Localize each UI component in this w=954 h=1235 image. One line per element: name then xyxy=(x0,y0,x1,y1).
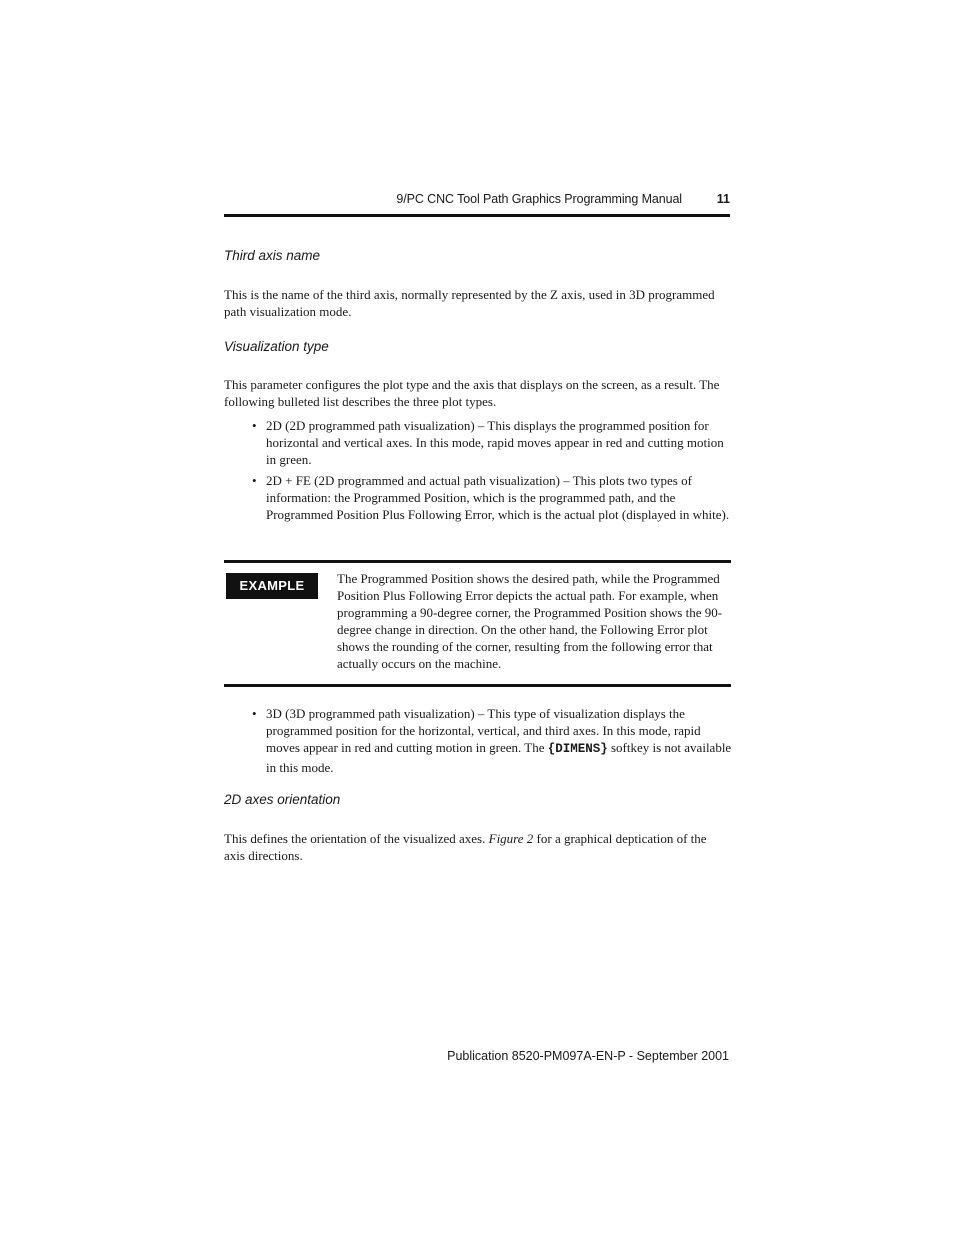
example-bottom-rule xyxy=(224,684,731,687)
plot-type-list-continued xyxy=(252,705,732,779)
heading-third-axis-name: Third axis name xyxy=(224,248,321,263)
list-item xyxy=(252,417,732,469)
example-top-rule xyxy=(224,560,731,563)
list-item-text: softkey is not available in this mode. xyxy=(266,740,732,775)
bullet-glyph: • xyxy=(252,706,257,721)
paragraph-2d-axes-orientation xyxy=(224,830,730,864)
list-item-text: 3D (3D programmed path visualization) – This type of visualization displays the programmed position for the horizontal, vertical, and third axes. In this mode, rapid moves appear in red and cutting motion in green. The xyxy=(266,706,701,756)
paragraph-third-axis-name: This is the name of the third axis, normally represented by the Z axis, used in 3D programmed path visualization mode. xyxy=(224,287,715,319)
list-item-text: 2D + FE (2D programmed and actual path visualization) – This plots two types of information: the Programmed Position, which is the programmed path, and the Programmed Position Plus Following Error, which is the actual plot (displayed in white). xyxy=(266,472,730,523)
heading-2d-axes-orientation: 2D axes orientation xyxy=(224,792,341,807)
list-item xyxy=(252,705,732,776)
plot-type-list xyxy=(252,417,732,526)
header-rule xyxy=(224,214,730,217)
paragraph-text: for a graphical deptication of the axis directions. xyxy=(224,831,707,863)
paragraph-visualization-type: This parameter configures the plot type and the axis that displays on the screen, as a result. The following bulleted list describes the three plot types. xyxy=(224,377,720,409)
bullet-glyph: • xyxy=(252,472,257,488)
figure-reference: Figure 2 xyxy=(488,831,534,846)
bullet-glyph: • xyxy=(252,418,257,433)
publication-footer: Publication 8520-PM097A-EN-P - September 2001 xyxy=(447,1049,729,1063)
heading-visualization-type: Visualization type xyxy=(224,339,329,354)
example-text: The Programmed Position shows the desired path, while the Programmed Position Plus Following Error depicts the actual path. For example, when programming a 90-degree corner, the Programmed Position shows the 90-degree change in direction. On the other hand, the Following Error plot shows the rounding of the corner, resulting from the following error that actually occurs on the machine. xyxy=(337,571,723,671)
running-header-title: 9/PC CNC Tool Path Graphics Programming Manual xyxy=(396,192,682,206)
list-item xyxy=(252,472,732,524)
page-number: 11 xyxy=(716,192,730,206)
list-item-text: 2D (2D programmed path visualization) – This displays the programmed position for horizontal and vertical axes. In this mode, rapid moves appear in red and cutting motion in green. xyxy=(266,418,724,468)
softkey-name: {DIMENS} xyxy=(547,742,608,757)
example-label: EXAMPLE xyxy=(226,573,318,599)
paragraph-text: This defines the orientation of the visualized axes. xyxy=(224,831,489,846)
